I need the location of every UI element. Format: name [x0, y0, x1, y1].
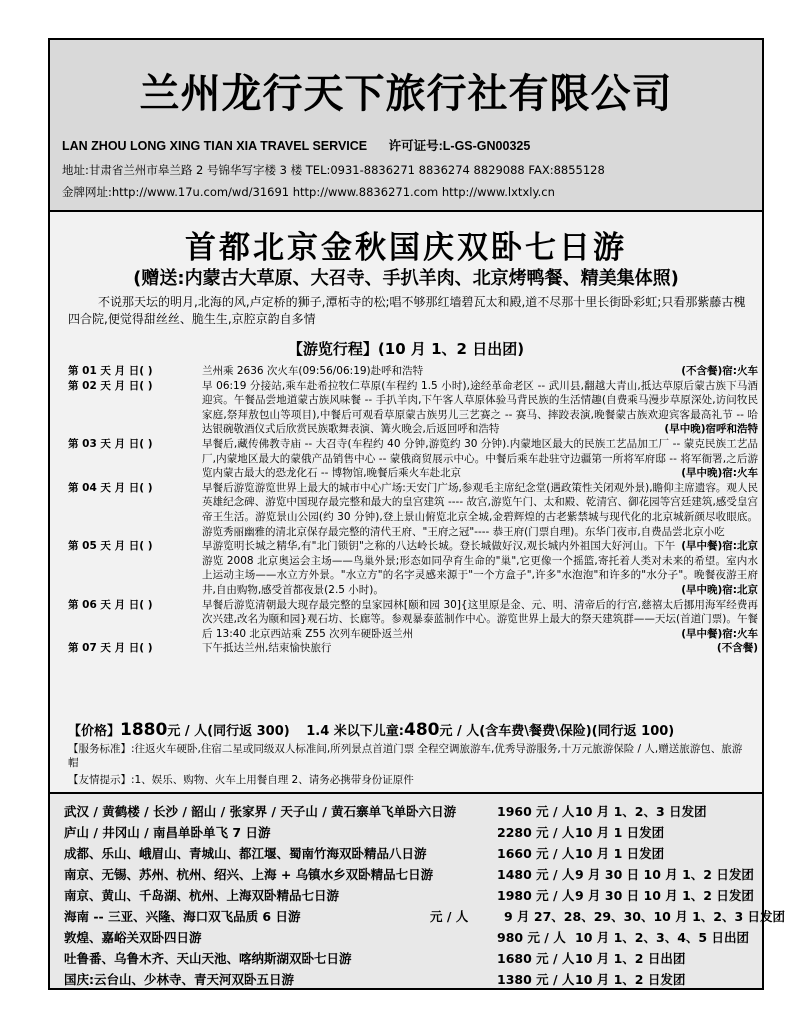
itinerary-title: 【游览行程】(10 月 1、2 日出团) [287, 340, 525, 358]
price-label: 【价格】 [68, 724, 121, 739]
adult-price-unit: 元 / 人(同行返 300) [167, 724, 290, 739]
service-standard: 【服务标准】:往返火车硬卧,住宿二星或同级双人标准间,所列景点首道门票 全程空调旅游车,优秀导游服务,十万元旅游保险 / 人,赠送旅游包、旅游帽 [68, 743, 743, 769]
day-meal: (不含餐) [716, 642, 758, 655]
route-dates: 10 月 1 日发团 [575, 825, 665, 840]
route-dates: 9 月 30 日 10 月 1、2 日发团 [575, 888, 754, 903]
route-dates: 10 月 1、2 日出团 [575, 951, 686, 966]
route-dates: 9 月 27、28、29、30、10 月 1、2、3 日发团 [504, 909, 786, 924]
route-name: 成都、乐山、峨眉山、青城山、都江堰、蜀南竹海双卧精品八日游 [64, 846, 427, 861]
day-row [68, 539, 758, 597]
english-name-line [62, 136, 530, 154]
child-price: 480 [404, 720, 440, 740]
route-dates: 10 月 1 日发团 [575, 846, 665, 861]
day-meal: (早中晚)宿呼和浩特 [664, 423, 758, 436]
friendly-tips: 【友情提示】:1、娱乐、购物、火车上用餐自理 2、请务必携带身份证原件 [68, 774, 414, 786]
day-meal: (早中晚)宿:北京 [681, 583, 758, 596]
adult-price: 1880 [120, 720, 168, 740]
day-label: 第 03 天 月 日( ) [68, 437, 153, 450]
route-price: 1380 元 / 人 [497, 972, 575, 987]
route-dates: 10 月 1、2、3 日发团 [575, 804, 707, 819]
route-price: 2280 元 / 人 [497, 825, 575, 840]
day-text: 早游览明长城之精华,有"北门锁钥"之称的八达岭长城。登长城做好汉,观长城内外祖国大好河山。下午游览 2008 北京奥运会主场——鸟巢外景;形态如同孕育生命的"巢",它更像一个摇篮,寄托着人类对未来的希望。室内水上运动主场——水立方外景。"水立方"的名字灵感来源于"一个方盒子",许多"水泡泡"和许多的"水分子"。晚餐夜游王府井,自由购物,感受首都夜景(2.5 小时)。 [202, 540, 758, 596]
route-price: 1960 元 / 人 [497, 804, 575, 819]
main-tour-section [50, 212, 762, 794]
day-meal: (早中餐)宿:火车 [681, 627, 758, 640]
gift-line: (赠送:内蒙古大草原、大召寺、手扒羊肉、北京烤鸭餐、精美集体照) [133, 268, 679, 289]
child-price-unit: 元 / 人(含车费\餐费\保险)(同行返 100) [439, 724, 675, 739]
website-line: 金牌网址:http://www.17u.com/wd/31691 http://www.8836271.com http://www.lxtxly.cn [62, 185, 555, 199]
itinerary-days [68, 364, 758, 656]
english-name: LAN ZHOU LONG XING TIAN XIA TRAVEL SERVICE [62, 139, 368, 153]
route-name: 南京、无锡、苏州、杭州、绍兴、上海 + 乌镇水乡双卧精品七日游 [64, 867, 434, 882]
day-meal: (不含餐)宿:火车 [681, 365, 758, 377]
child-label: 1.4 米以下儿童: [306, 724, 404, 739]
day-label: 第 06 天 月 日( ) [68, 598, 153, 611]
route-price: 元 / 人 [430, 909, 469, 924]
route-name: 武汉 / 黄鹤楼 / 长沙 / 韶山 / 张家界 / 天子山 / 黄石寨单飞单卧六日游 [64, 804, 457, 819]
day-label: 第 02 天 月 日( ) [68, 379, 153, 392]
route-dates: 10 月 1、2、3、4、5 日出团 [575, 930, 749, 945]
route-price: 1680 元 / 人 [497, 951, 575, 966]
license-number: 许可证号:L-GS-GN00325 [388, 139, 531, 153]
flyer [48, 38, 786, 990]
day-text: 早 06:19 分接站,乘车赴希拉牧仁草原(车程约 1.5 小时),途经革命老区 -- 武川县,翻越大青山,抵达草原后蒙古族下马酒迎宾。午餐品尝地道蒙古族风味餐 -- 手扒羊肉,下午客人草原体验马背民族的生活情趣(自费乘马漫步草原深处,访问牧民家庭,祭拜敖包山等项目),中餐后可观看草原蒙古族男儿三艺赛之 -- 赛马、摔跤表演,晚餐蒙古族欢迎宾客最高礼节 -- 哈达银碗敬酒仪式后欣赏民族歌舞表演、篝火晚会,后返回呼和浩特 [202, 379, 758, 436]
route-price: 1480 元 / 人 [497, 867, 575, 882]
route-name: 南京、黄山、千岛湖、杭州、上海双卧精品七日游 [64, 888, 340, 903]
company-name: 兰州龙行天下旅行社有限公司 [139, 71, 673, 117]
price-line [68, 720, 674, 740]
day-row [68, 379, 758, 437]
route-name: 国庆:云台山、少林寺、青天河双卧五日游 [64, 972, 294, 987]
day-label: 第 05 天 月 日( ) [68, 540, 153, 553]
route-name: 吐鲁番、乌鲁木齐、天山天池、喀纳斯湖双卧七日游 [64, 951, 352, 966]
other-tours-list [50, 794, 786, 988]
route-name: 敦煌、嘉峪关双卧四日游 [64, 930, 202, 945]
route-price: 1660 元 / 人 [497, 846, 575, 861]
day-label: 第 01 天 月 日( ) [68, 365, 153, 377]
day-row [68, 437, 758, 481]
day-label: 第 07 天 月 日( ) [68, 642, 153, 655]
intro-text: 不说那天坛的明月,北海的风,卢定桥的狮子,潭柘寺的松;唱不够那红墙碧瓦太和殿,道不尽那十里长街卧彩虹;只看那紫藤古槐四合院,便觉得甜丝丝、脆生生,京腔京韵自多情 [68, 295, 746, 326]
route-dates: 9 月 30 日 10 月 1、2 日发团 [575, 867, 754, 882]
tour-title: 首都北京金秋国庆双卧七日游 [185, 230, 627, 266]
day-text: 兰州乘 2636 次火车(09:56/06:19)赴呼和浩特 [202, 365, 424, 377]
route-name: 庐山 / 井冈山 / 南昌单卧单飞 7 日游 [64, 825, 271, 840]
day-row [68, 641, 758, 656]
day-text: 早餐后游览清朝最大现存最完整的皇家园林[颐和园 30]{这里原是金、元、明、清帝后的行宫,慈禧太后挪用海军经费再次兴建,改名为颐和园}观石坊、长廊等。参观暴泰蓝制作中心。游览世界上最大的祭天建筑群——天坛(首道门票)。午餐后 13:40 北京西站乘 Z55 次列车硬卧返兰州 [202, 598, 758, 640]
day-row [68, 598, 758, 642]
route-price: 1980 元 / 人 [497, 888, 575, 903]
day-text: 早餐后,藏传佛教寺庙 -- 大召寺(车程约 40 分钟,游览约 30 分钟).内蒙地区最大的民族工艺品加工厂 -- 蒙克民族工艺品厂,内蒙地区最大的蒙俄产品销售中心 -- 蒙俄商贸展示中心。中餐后乘车赴驻守边疆第一所将军府邸 -- 将军衙署,之后游览内蒙古最大的恐龙化石 -- 博物馆,晚餐后乘火车赴北京 [202, 437, 758, 480]
route-price: 980 元 / 人 [497, 930, 566, 945]
day-text: 下午抵达兰州,结束愉快旅行 [202, 642, 332, 655]
day-meal: (早中晚)宿:火车 [681, 467, 758, 480]
route-dates: 10 月 1、2 日发团 [575, 972, 686, 987]
day-meal: (早中餐)宿:北京 [681, 540, 758, 553]
day-row [68, 364, 758, 379]
header [50, 40, 762, 212]
address-line: 地址:甘肃省兰州市皋兰路 2 号锦华写字楼 3 楼 TEL:0931-8836271 8836274 8829088 FAX:8855128 [62, 163, 605, 177]
route-name: 海南 -- 三亚、兴隆、海口双飞品质 6 日游 [64, 909, 301, 924]
day-text: 早餐后游览游览世界上最大的城市中心广场:天安门广场,参观毛主席纪念堂(遇政策性关闭观外景),瞻仰主席遗容。观人民英雄纪念碑、游览中国现存最完整和最大的皇宫建筑 ---- 故宫,游览午门、太和殿、乾清宫、御花园等宫廷建筑,感受皇宫帝王生活。游览景山公园(约 30 分钟),登上景山俯览北京全城,金碧辉煌的古老紫禁城与现代化的北京城新颜尽收眼底。游览秀丽幽雅的清北京保存最完整的清代王府、"王府之冠"---- 恭王府(门票自理)。东华门夜市,自费品尝北京小吃 [202, 481, 758, 538]
day-label: 第 04 天 月 日( ) [68, 481, 153, 494]
